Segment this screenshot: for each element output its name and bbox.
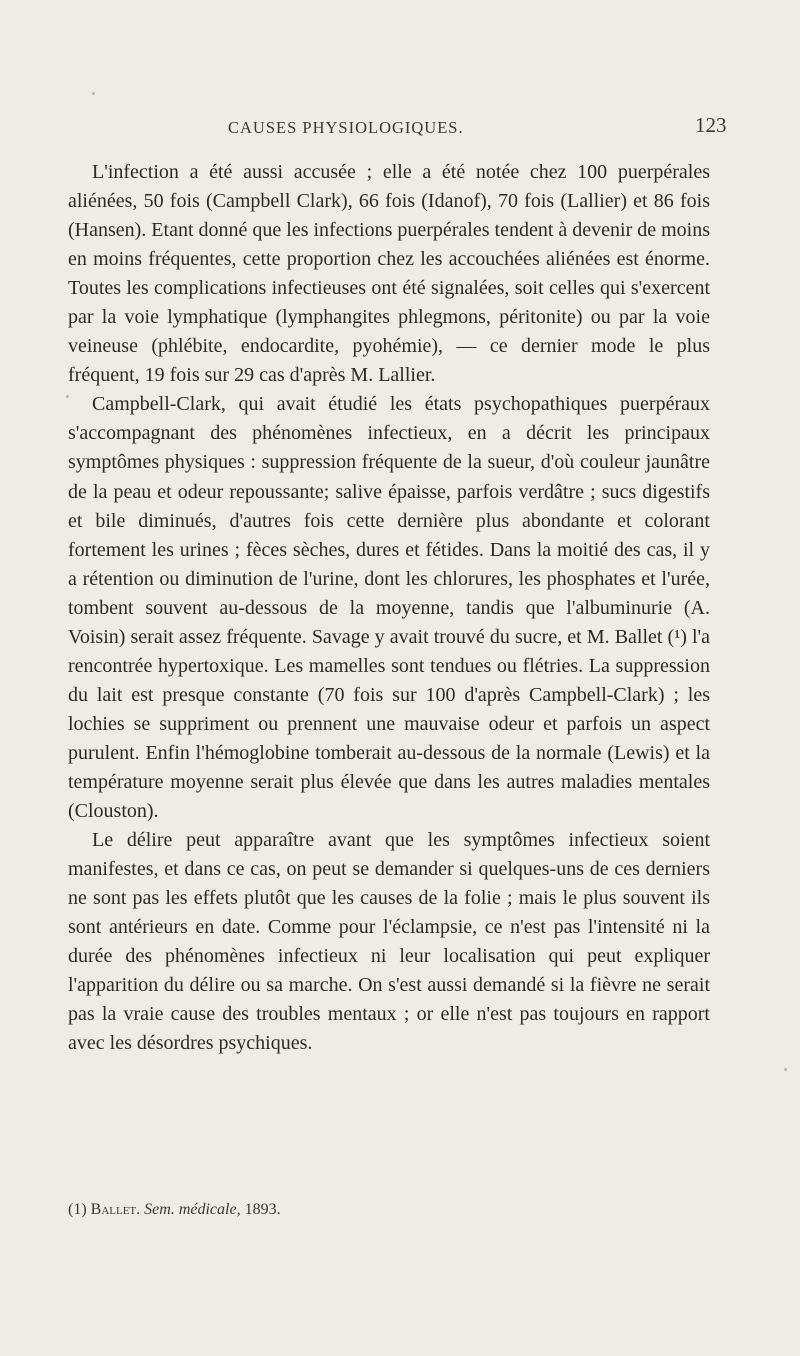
paragraph-infection: L'infection a été aussi accusée ; elle a été notée chez 100 puerpérales aliénées, 50 fois (Campbell Clark), 66 fois (Idanof), 70 fois (Lallier) et 86 fois (Hansen). Etant donné que les infections puerpérales tendent à devenir de moins en moins fréquentes, cette proportion chez les accouchées aliénées est énorme. Toutes les complications infectieuses ont été signalées, soit celles qui s'exercent par la voie lymphatique (lymphangites phlegmons, péritonite) ou par la voie veineuse (phlébite, endocardite, pyohémie), — ce dernier mode le plus fréquent, 19 fois sur 29 cas d'après M. Lallier. bbox=[68, 161, 711, 387]
page-number: 123 bbox=[695, 113, 727, 137]
footnote-marker: (1) bbox=[68, 1201, 87, 1218]
paper-speck bbox=[66, 395, 69, 398]
body-text bbox=[68, 158, 710, 1058]
footnote bbox=[68, 1200, 710, 1220]
paragraph-delirium: Le délire peut apparaître avant que les symptômes infectieux soient manifestes, et dans ce cas, on peut se demander si quelques-uns de ces derniers ne sont pas les effets plutôt que les causes de la folie ; mais le plus souvent ils sont antérieurs en date. Comme pour l'éclampsie, ce n'est pas l'intensité ni la durée des phénomènes infectieux ni leur localisation qui peut expliquer l'apparition du délire ou sa marche. On s'est aussi demandé si la fièvre ne serait pas la vraie cause des troubles mentaux ; or elle n'est pas toujours en rapport avec les désordres psychiques. bbox=[68, 829, 710, 1055]
paragraph-symptoms: Campbell-Clark, qui avait étudié les états psychopathiques puerpéraux s'accompagnant des phénomènes infectieux, en a décrit les principaux symptômes physiques : suppression fréquente de la sueur, d'où couleur jaunâtre de la peau et odeur repoussante; salive épaisse, parfois verdâtre ; sucs digestifs et bile diminués, d'autres fois cette dernière plus abondante et colorant fortement les urines ; fèces sèches, dures et fétides. Dans la moitié des cas, il y a rétention ou diminution de l'urine, dont les chlorures, les phosphates et l'urée, tombent souvent au-dessous de la moyenne, tandis que l'albuminurie (A. Voisin) serait assez fréquente. Savage y avait trouvé du sucre, et M. Ballet (¹) l'a rencontrée hypertoxique. Les mamelles sont tendues ou flétries. La suppression du lait est presque constante (70 fois sur 100 d'après Campbell-Clark) ; les lochies se suppriment ou prennent une mauvaise odeur et parfois un aspect purulent. Enfin l'hémoglobine tomberait au-dessous de la normale (Lewis) et la température moyenne serait plus élevée que dans les autres maladies mentales (Clouston). bbox=[68, 393, 710, 823]
running-title: CAUSES PHYSIOLOGIQUES. bbox=[228, 118, 464, 137]
paper-speck bbox=[784, 1068, 787, 1071]
footnote-year: 1893. bbox=[244, 1201, 281, 1218]
paper-speck bbox=[92, 92, 95, 95]
footnote-author: Ballet. bbox=[90, 1201, 141, 1218]
footnote-journal: Sem. médicale, bbox=[144, 1201, 241, 1218]
running-header bbox=[0, 113, 800, 143]
